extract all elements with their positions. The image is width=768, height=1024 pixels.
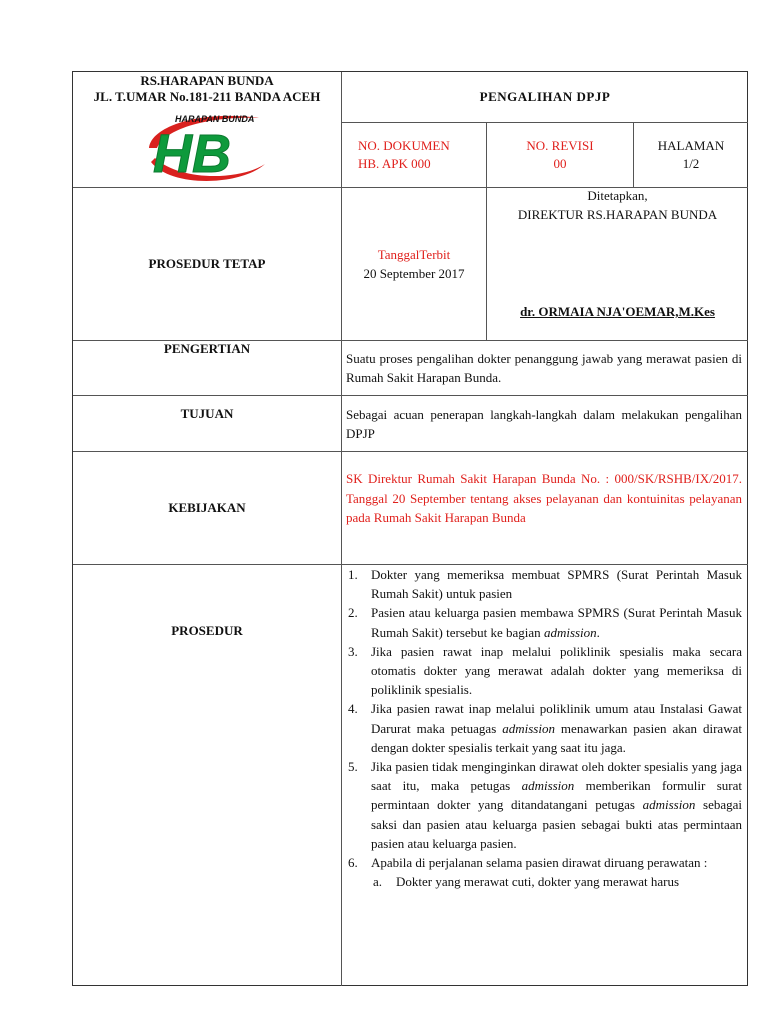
step-text: Dokter yang memeriksa membuat SPMRS (Surat Perintah Masuk Rumah Sakit) untuk pasien	[371, 567, 742, 602]
step-text: memberikan formulir surat permintaan dokter yang ditandatangani petugas	[371, 778, 742, 813]
issue-date-label: TanggalTerbit	[377, 247, 451, 262]
revision-label: NO. REVISI	[526, 138, 594, 153]
divider	[73, 395, 748, 396]
list-item	[346, 565, 742, 603]
list-item	[346, 872, 742, 891]
hospital-address: JL. T.UMAR No.181-211 BANDA ACEH	[93, 89, 321, 104]
list-item	[346, 642, 742, 700]
set-by-label: Ditetapkan,	[587, 188, 648, 203]
policy-label: KEBIJAKAN	[168, 500, 246, 515]
list-item	[346, 853, 742, 872]
hospital-logo	[141, 108, 267, 188]
sop-document	[72, 71, 748, 986]
definition-label: PENGERTIAN	[163, 341, 251, 356]
policy-text: SK Direktur Rumah Sakit Harapan Bunda No. : 000/SK/RSHB/IX/2017. Tanggal 20 September tentang akses pelayanan dan kontuinitas pelayanan pada Rumah Sakit Harapan Bunda	[346, 471, 742, 525]
step-text-emphasis: admission	[642, 797, 696, 813]
step-number: 2.	[348, 605, 358, 621]
step-text: Jika pasien rawat inap melalui poliklinik umum atau Instalasi Gawat Darurat maka petuagas	[371, 701, 742, 736]
revision-value: 00	[553, 156, 567, 171]
list-item	[346, 603, 742, 641]
step-text: .	[596, 624, 600, 640]
definition-text: Suatu proses pengalihan dokter penanggung jawab yang merawat pasien di Rumah Sakit Harapan Bunda.	[346, 351, 742, 385]
objective-label: TUJUAN	[180, 406, 234, 421]
procedure-steps	[346, 565, 742, 891]
page-value: 1/2	[682, 156, 700, 171]
divider	[341, 122, 748, 123]
step-text: Jika pasien tidak menginginkan dirawat oleh dokter spesialis yang jaga saat itu, maka petugas	[371, 759, 742, 794]
issue-date-value: 20 September 2017	[363, 266, 465, 281]
step-text: sebagai saksi dan pasien atau keluarga pasien sebagai bukti atas permintaan pasien atau keluarga pasien.	[371, 797, 742, 851]
step-number: 4.	[348, 701, 358, 717]
objective-text: Sebagai acuan penerapan langkah-langkah dalam melakukan pengalihan DPJP	[346, 407, 742, 441]
step-text-emphasis: admission	[521, 778, 575, 794]
step-text: Dokter yang merawat cuti, dokter yang merawat harus	[396, 874, 680, 890]
step-text-emphasis: admission	[543, 624, 597, 640]
procedure-type-label: PROSEDUR TETAP	[148, 256, 266, 271]
list-item	[346, 699, 742, 757]
step-text: Jika pasien rawat inap melalui poliklinik spesialis maka secara otomatis dokter yang merawat adalah dokter yang memeriksa di poliklinik spesialis.	[371, 643, 742, 698]
step-text: menawarkan pasien akan dirawat dengan dokter spesialis terkait yang saat itu jaga.	[371, 720, 742, 755]
step-number: 5.	[348, 759, 358, 775]
step-text: Apabila di perjalanan selama pasien dirawat diruang perawatan :	[371, 855, 708, 871]
page-label: HALAMAN	[657, 138, 725, 153]
column-divider	[341, 72, 342, 986]
step-text: Pasien atau keluarga pasien membawa SPMRS (Surat Perintah Masuk Rumah Sakit) tersebut ke bagian	[371, 605, 742, 640]
director-title: DIREKTUR RS.HARAPAN BUNDA	[517, 207, 718, 222]
step-number: 3.	[348, 643, 358, 659]
list-item	[346, 757, 742, 853]
step-number: 6.	[348, 855, 358, 871]
doc-number-value: HB. APK 000	[358, 156, 431, 171]
step-number: a.	[373, 874, 383, 890]
logo-mark: HB	[153, 124, 231, 184]
doc-number-label: NO. DOKUMEN	[358, 138, 450, 153]
director-name: dr. ORMAIA NJA'OEMAR,M.Kes	[520, 304, 715, 319]
document-title: PENGALIHAN DPJP	[479, 89, 611, 104]
procedure-label: PROSEDUR	[171, 623, 243, 638]
hospital-name: RS.HARAPAN BUNDA	[140, 73, 274, 88]
divider	[73, 451, 748, 452]
logo-text: HARAPAN BUNDA	[175, 114, 255, 124]
step-number: 1.	[348, 567, 358, 582]
step-text-emphasis: admission	[502, 720, 555, 736]
